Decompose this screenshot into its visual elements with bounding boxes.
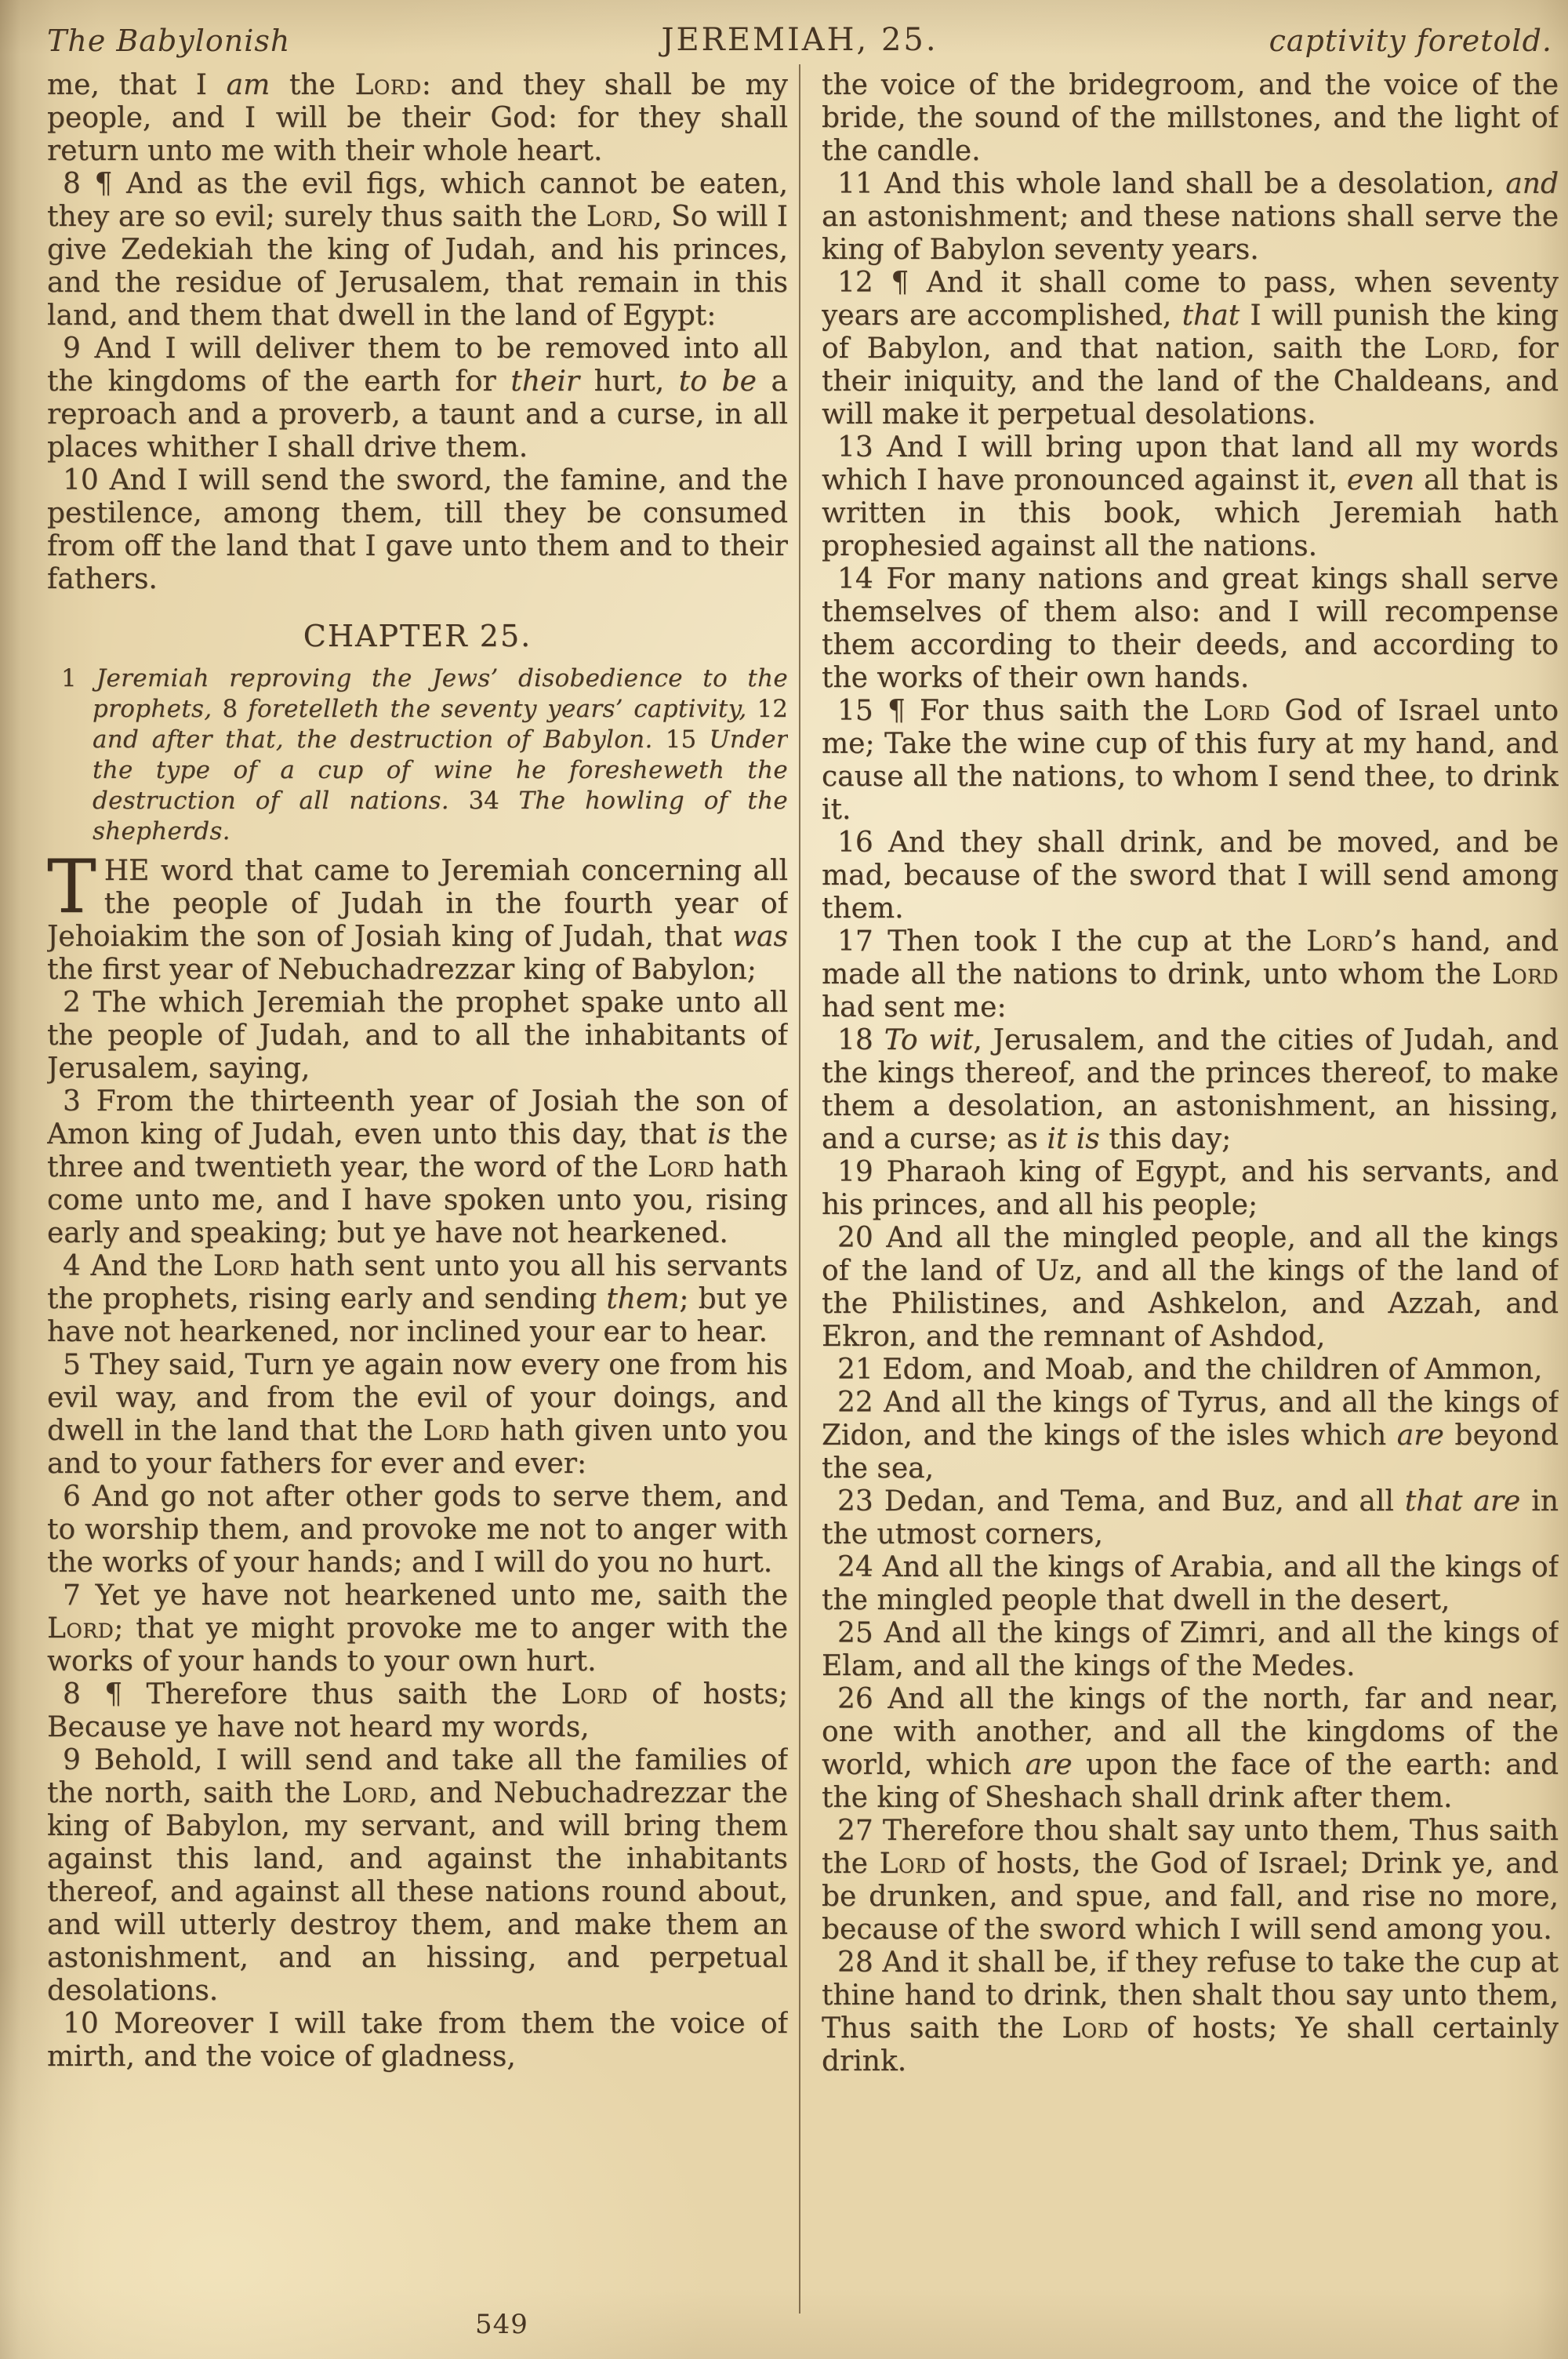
text-segment: 11 And this whole land shall be a desolation, xyxy=(837,168,1506,200)
text-segment: 6 And go not after other gods to serve them, and to worship them, and provoke me not to anger with the works of your hands; and I will do you no hurt. xyxy=(47,1481,788,1579)
text-segment: had sent me: xyxy=(822,991,1007,1023)
text-segment: 24 And all the kings of Arabia, and all the kings of the mingled people that dwell in the desert, xyxy=(822,1551,1559,1616)
text-segment: The howling of the shepherds. xyxy=(93,787,788,845)
text-segment: 22 And all the kings of Tyrus, and all the kings of Zidon, and the kings of the isles which xyxy=(822,1387,1559,1452)
verse-paragraph xyxy=(822,267,1559,431)
text-segment: 21 Edom, and Moab, and the children of Ammon, xyxy=(837,1354,1543,1386)
text-segment: of hosts; Because ye have not heard my words, xyxy=(47,1678,788,1743)
divine-name-smallcaps: Lord xyxy=(1306,925,1374,958)
text-segment: 25 And all the kings of Zimri, and all the kings of Elam, and all the kings of the Medes. xyxy=(822,1617,1559,1682)
text-segment: 3 From the thirteenth year of Josiah the son of Amon king of Judah, even unto this day, that xyxy=(47,1085,788,1150)
text-segment: me, that I xyxy=(47,69,227,101)
text-segment: hath come unto me, and I have spoken unto you, rising early and speaking; but ye have not hearkened. xyxy=(47,1151,788,1249)
verse-paragraph xyxy=(822,1222,1559,1354)
text-segment: that xyxy=(1181,300,1240,332)
divine-name-smallcaps: Lord xyxy=(1203,695,1271,727)
verse-paragraph xyxy=(822,1387,1559,1485)
divine-name-smallcaps: Lord xyxy=(1062,2012,1129,2045)
text-segment: 28 And it shall be, if they refuse to take the cup at thine hand to drink, then shalt thou say unto them, Thus saith the xyxy=(822,1946,1559,2045)
verse-paragraph xyxy=(822,695,1559,827)
text-segment: 20 And all the mingled people, and all the kings of the land of Uz, and all the kings of the land of the Philistines, and Ashkelon, and Azzah, and Ekron, and the remnant of Ashdod, xyxy=(822,1222,1559,1353)
text-segment: 1 xyxy=(61,664,96,692)
text-segment: am xyxy=(226,69,270,101)
text-segment: in the utmost corners, xyxy=(822,1485,1559,1550)
text-segment: an astonishment; and these nations shall serve the king of Babylon seventy years. xyxy=(822,201,1559,266)
text-segment: of hosts, the God of Israel; Drink ye, and be drunken, and spue, and fall, and rise no more, because of the sword which I will send among you. xyxy=(822,1848,1559,1946)
text-segment: 34 xyxy=(448,787,519,815)
left-text-column xyxy=(47,69,788,2320)
text-segment: to be xyxy=(678,365,757,398)
verse-paragraph xyxy=(822,1946,1559,2078)
verse-paragraph xyxy=(47,1349,788,1481)
divine-name-smallcaps: Lord xyxy=(342,1777,409,1809)
verse-paragraph xyxy=(47,1744,788,2008)
text-segment: it is xyxy=(1047,1123,1100,1155)
text-segment: and xyxy=(1505,168,1559,200)
text-segment: upon the face of the earth: and the king of Sheshach shall drink after them. xyxy=(822,1749,1559,1814)
text-segment: I will punish the king of Babylon, and that nation, saith the xyxy=(822,300,1559,365)
text-segment: the voice of the bridegroom, and the voice of the bride, the sound of the millstones, and the light of the candle. xyxy=(822,69,1559,167)
text-segment: 23 Dedan, and Tema, and Buz, and all xyxy=(837,1485,1405,1518)
text-segment: To wit xyxy=(884,1024,974,1056)
verse-paragraph xyxy=(47,845,788,987)
text-segment: , So will I give Zedekiah the king of Judah, and his princes, and the residue of Jerusalem, that remain in this land, and them that dwell in the land of Egypt: xyxy=(47,201,788,332)
divine-name-smallcaps: Lord xyxy=(647,1151,715,1183)
verse-paragraph xyxy=(47,69,788,168)
text-segment: the three and twentieth year, the word of the xyxy=(47,1118,788,1183)
divine-name-smallcaps: Lord xyxy=(47,1612,114,1645)
text-segment: , Jerusalem, and the cities of Judah, and the kings thereof, and the princes thereof, to make them a desolation, an astonishment, an hissing, and a curse; as xyxy=(822,1024,1559,1155)
divine-name-smallcaps: Lord xyxy=(212,1250,281,1282)
text-segment: their xyxy=(510,365,580,398)
text-segment: 5 They said, Turn ye again now every one from his evil way, and from the evil of your doings, and dwell in the land that the xyxy=(47,1349,788,1447)
text-segment: them xyxy=(606,1283,680,1315)
text-segment: Under the type of a cup of wine he foresheweth the destruction of all nations. xyxy=(93,725,788,815)
verse-paragraph xyxy=(822,1485,1559,1551)
verse-paragraph xyxy=(47,2008,788,2074)
text-segment: 8 xyxy=(212,695,249,723)
text-segment: even xyxy=(1346,464,1415,496)
verse-paragraph xyxy=(47,1085,788,1250)
text-segment: of hosts; Ye shall certainly drink. xyxy=(822,2012,1559,2077)
text-segment: Jeremiah reproving the Jews’ disobedience to the prophets, xyxy=(93,664,788,723)
text-segment: this day; xyxy=(1099,1123,1232,1155)
text-segment: 12 xyxy=(746,695,788,723)
text-segment: 26 And all the kings of the north, far and near, one with another, and all the kingdoms of the world, which xyxy=(822,1683,1559,1781)
text-segment: ; but ye have not hearkened, nor inclined your ear to hear. xyxy=(47,1283,788,1348)
chapter-heading xyxy=(47,620,788,652)
text-segment: : and they shall be my people, and I will be their God: for they shall return unto me with their whole heart. xyxy=(47,69,788,167)
verse-paragraph xyxy=(47,168,788,333)
verse-paragraph xyxy=(822,1683,1559,1815)
text-segment: 16 And they shall drink, and be moved, and be mad, because of the sword that I will send among them. xyxy=(822,827,1559,925)
text-segment: hath sent unto you all his servants the prophets, rising early and sending xyxy=(47,1250,788,1315)
text-segment: 12 ¶ And it shall come to pass, when seventy years are accomplished, xyxy=(822,267,1559,332)
verse-paragraph xyxy=(822,827,1559,925)
divine-name-smallcaps: Lord xyxy=(354,69,422,101)
column-divider-rule xyxy=(799,64,800,2314)
header-right-title: captivity foretold. xyxy=(1269,24,1552,58)
divine-name-smallcaps: Lord xyxy=(561,1678,628,1710)
text-segment: 19 Pharaoh king of Egypt, and his servants, and his princes, and all his people; xyxy=(822,1156,1559,1221)
verse-paragraph xyxy=(822,925,1559,1024)
text-segment: 10 Moreover I will take from them the voice of mirth, and the voice of gladness, xyxy=(47,2008,788,2073)
text-segment: 10 And I will send the sword, the famine, and the pestilence, among them, till they be consumed from off the land that I gave unto them and to their fathers. xyxy=(47,464,788,595)
verse-paragraph xyxy=(822,1354,1559,1387)
right-text-column xyxy=(822,69,1559,2320)
text-segment: 9 Behold, I will send and take all the families of the north, saith the xyxy=(47,1744,788,1809)
text-segment: the xyxy=(270,69,355,101)
text-segment: 15 ¶ For thus saith the xyxy=(837,695,1203,727)
text-segment: and after that, the destruction of Babylon. xyxy=(93,725,653,754)
header-book-chapter: JEREMIAH, 25. xyxy=(661,22,938,58)
text-segment: ’s hand, and made all the nations to drink, unto whom the xyxy=(822,925,1559,990)
text-segment: 4 And the xyxy=(63,1250,213,1282)
divine-name-smallcaps: Lord xyxy=(1491,958,1559,990)
text-segment: 27 Therefore thou shalt say unto them, Thus saith the xyxy=(822,1815,1559,1880)
text-segment: hurt, xyxy=(579,365,679,398)
verse-paragraph xyxy=(47,1250,788,1349)
verse-paragraph xyxy=(822,1815,1559,1946)
text-segment: all that is written in this book, which Jeremiah hath prophesied against all the nations. xyxy=(822,464,1559,562)
text-segment: 15 xyxy=(652,725,710,754)
verse-paragraph xyxy=(822,563,1559,695)
verse-paragraph xyxy=(47,1678,788,1744)
text-segment: are xyxy=(1396,1419,1444,1452)
text-segment: a reproach and a proverb, a taunt and a curse, in all places whither I shall drive them. xyxy=(47,365,788,463)
verse-paragraph xyxy=(47,1579,788,1678)
page-number: 549 xyxy=(475,2309,528,2340)
text-segment: are xyxy=(1025,1749,1073,1781)
verse-paragraph xyxy=(822,1156,1559,1222)
text-segment: , and Nebuchadrezzar the king of Babylon, my servant, and will bring them against this land, and against the inhabitants thereof, and against all these nations round about, and will utterly destroy them, and make them an astonishment, and an hissing, and perpetual desolations. xyxy=(47,1777,788,2007)
header-left-title: The Babylonish xyxy=(47,24,291,58)
text-segment: 8 ¶ Therefore thus saith the xyxy=(63,1678,561,1710)
verse-paragraph xyxy=(822,1617,1559,1683)
verse-paragraph xyxy=(822,1024,1559,1156)
text-segment: 8 ¶ And as the evil figs, which cannot be eaten, they are so evil; surely thus saith the xyxy=(47,168,788,233)
text-segment: foretelleth the seventy years’ captivity, xyxy=(248,695,747,723)
divine-name-smallcaps: Lord xyxy=(879,1848,946,1880)
text-segment: hath given unto you and to your fathers for ever and ever: xyxy=(47,1415,788,1480)
text-segment: 14 For many nations and great kings shall serve themselves of them also: and I will recompense them according to their deeds, and according to the works of their own hands. xyxy=(822,563,1559,694)
text-segment: 13 And I will bring upon that land all my words which I have pronounced against it, xyxy=(822,431,1559,496)
text-segment: 18 xyxy=(837,1024,884,1056)
text-segment: the first year of Nebuchadrezzar king of Babylon; xyxy=(47,954,757,986)
drop-cap-letter: T xyxy=(47,845,96,930)
text-segment: HE word that came to Jeremiah concerning all the people of Judah in the fourth year of Jehoiakim the son of Josiah king of Judah, that xyxy=(47,855,788,953)
text-segment: beyond the sea, xyxy=(822,1419,1559,1485)
chapter-summary xyxy=(47,663,788,847)
text-segment: ; that ye might provoke me to anger with the works of your hands to your own hurt. xyxy=(47,1612,788,1677)
verse-paragraph xyxy=(822,69,1559,168)
text-segment: 9 And I will deliver them to be removed into all the kingdoms of the earth for xyxy=(47,333,788,398)
verse-paragraph xyxy=(47,1481,788,1579)
text-segment: 2 The which Jeremiah the prophet spake unto all the people of Judah, and to all the inhabitants of Jerusalem, saying, xyxy=(47,987,788,1085)
verse-paragraph xyxy=(47,464,788,596)
text-segment: is xyxy=(707,1118,731,1150)
text-segment: CHAPTER 25. xyxy=(303,619,532,653)
verse-paragraph xyxy=(47,333,788,464)
divine-name-smallcaps: Lord xyxy=(423,1415,490,1447)
text-segment: , for their iniquity, and the land of the Chaldeans, and will make it perpetual desolations. xyxy=(822,333,1559,431)
verse-paragraph xyxy=(822,1551,1559,1617)
divine-name-smallcaps: Lord xyxy=(586,201,654,233)
divine-name-smallcaps: Lord xyxy=(1424,333,1491,365)
text-segment: God of Israel unto me; Take the wine cup of this fury at my hand, and cause all the nations, to whom I send thee, to drink it. xyxy=(822,695,1559,826)
text-segment: 7 Yet ye have not hearkened unto me, saith the xyxy=(63,1579,788,1612)
verse-paragraph xyxy=(822,431,1559,563)
verse-paragraph xyxy=(822,168,1559,267)
verse-paragraph xyxy=(47,987,788,1085)
running-header xyxy=(47,22,1552,63)
text-segment: 17 Then took I the cup at the xyxy=(837,925,1307,958)
text-segment: that are xyxy=(1404,1485,1521,1518)
text-segment: was xyxy=(732,921,788,953)
